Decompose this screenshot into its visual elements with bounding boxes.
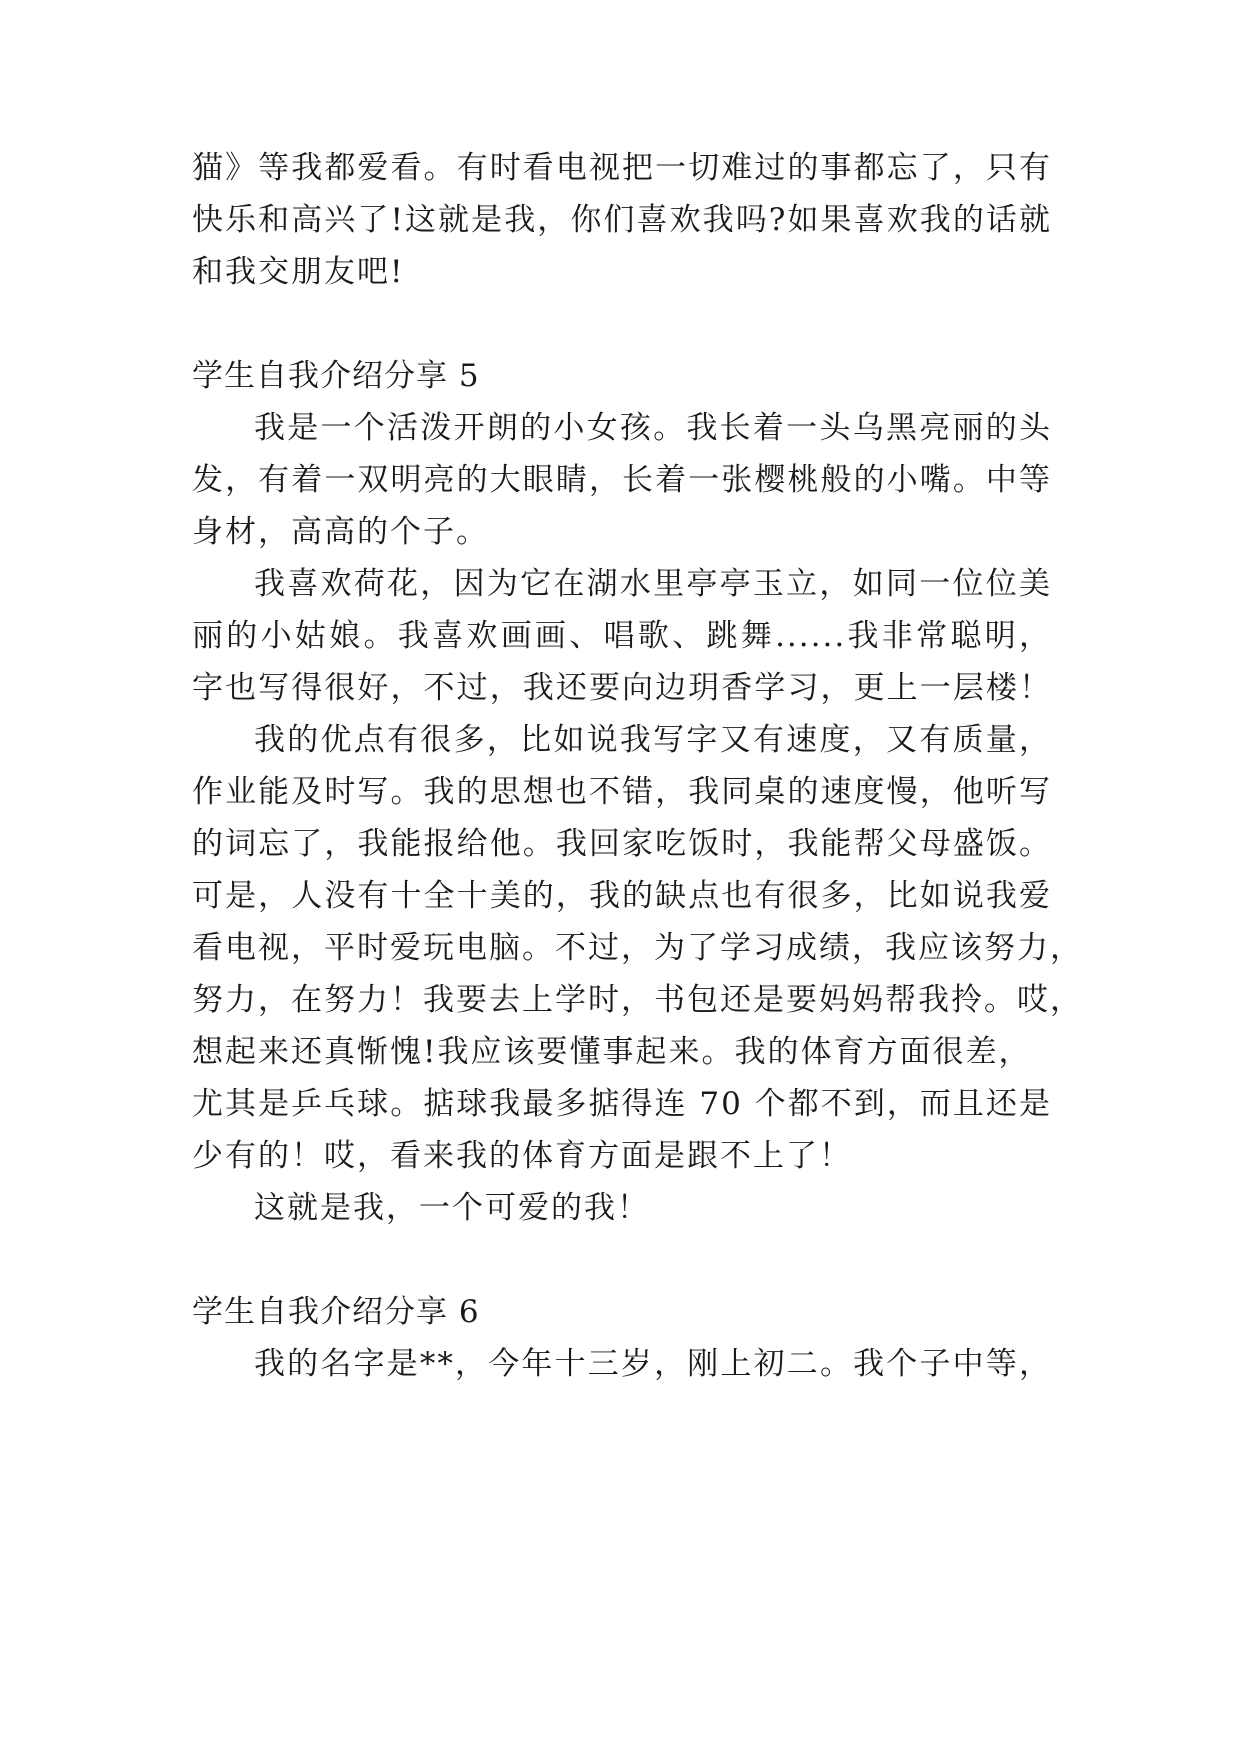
text-line: 猫》等我都爱看。有时看电视把一切难过的事都忘了，只有 [192,150,1052,186]
text-line: 丽的小姑娘。我喜欢画画、唱歌、跳舞......我非常聪明， [192,618,1052,654]
text-line: 我是一个活泼开朗的小女孩。我长着一头乌黑亮丽的头 [254,410,1052,446]
text-line: 和我交朋友吧! [192,254,405,290]
text-line: 我喜欢荷花，因为它在湖水里亭亭玉立，如同一位位美 [254,566,1052,602]
text-line: 的词忘了，我能报给他。我回家吃饭时，我能帮父母盛饭。 [192,826,1052,862]
text-line: 想起来还真惭愧!我应该要懂事起来。我的体育方面很差， [192,1034,1032,1070]
text-line: 发，有着一双明亮的大眼睛，长着一张樱桃般的小嘴。中等 [192,462,1052,498]
text-line: 可是，人没有十全十美的，我的缺点也有很多，比如说我爱 [192,878,1052,914]
text-line: 字也写得很好，不过，我还要向边玥香学习，更上一层楼！ [192,670,1052,706]
section-heading: 学生自我介绍分享 5 [192,358,480,394]
text-line: 努力，在努力！我要去上学时，书包还是要妈妈帮我拎。哎， [192,982,1083,1018]
text-line: 这就是我，一个可爱的我！ [254,1190,650,1226]
text-line: 快乐和高兴了!这就是我，你们喜欢我吗?如果喜欢我的话就 [192,202,1052,238]
text-line: 作业能及时写。我的思想也不错，我同桌的速度慢，他听写 [192,774,1052,810]
section-heading: 学生自我介绍分享 6 [192,1294,480,1330]
text-line: 我的优点有很多，比如说我写字又有速度，又有质量， [254,722,1052,758]
text-line: 少有的！哎，看来我的体育方面是跟不上了！ [192,1138,852,1174]
text-line: 尤其是乒乓球。掂球我最多掂得连 70 个都不到，而且还是 [192,1086,1052,1122]
text-line: 我的名字是**，今年十三岁，刚上初二。我个子中等， [254,1346,1052,1382]
text-line: 身材，高高的个子。 [192,514,489,550]
text-line: 看电视，平时爱玩电脑。不过，为了学习成绩，我应该努力， [192,930,1083,966]
